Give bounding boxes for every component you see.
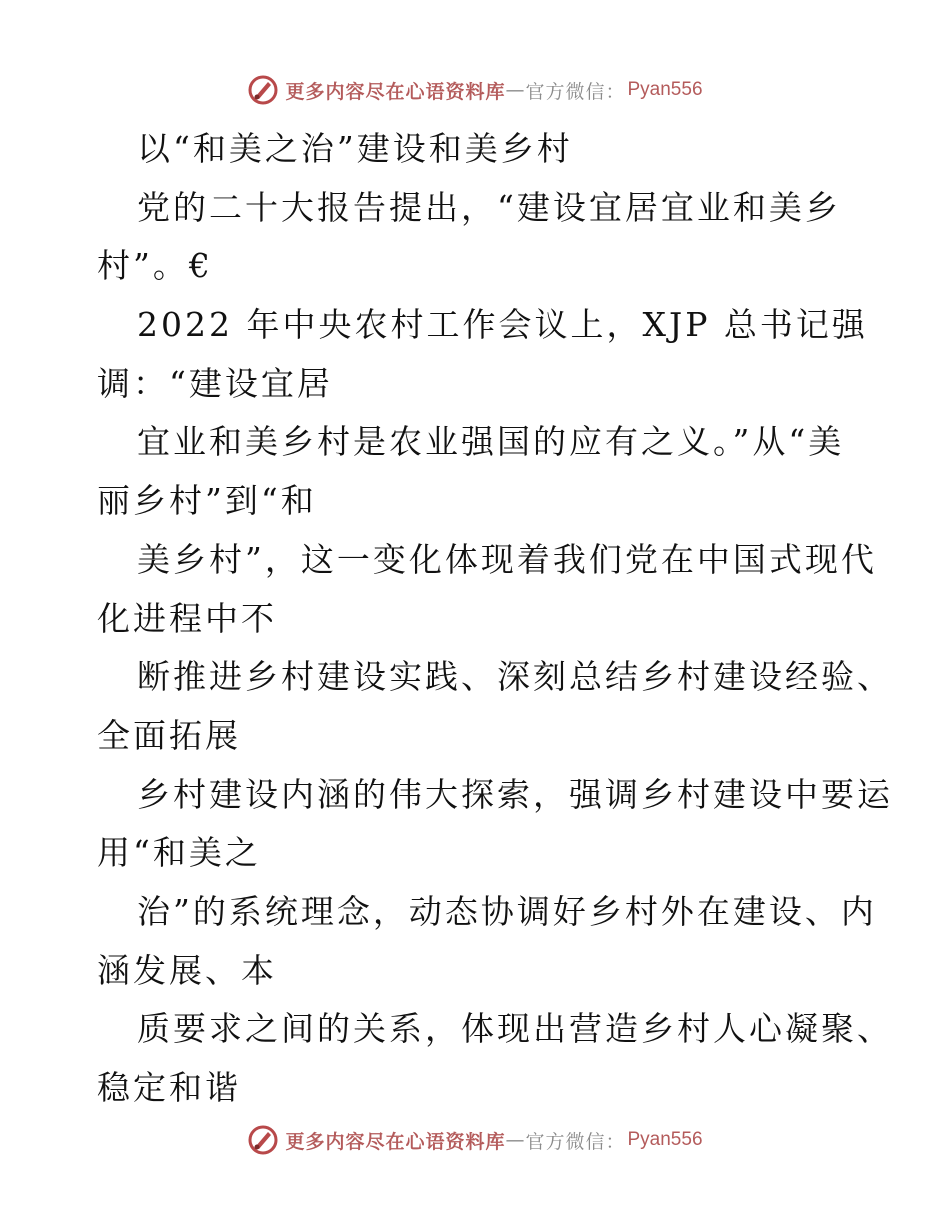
watermark-separator: — xyxy=(505,1129,526,1151)
paragraph-line: 村”。€ xyxy=(97,246,213,286)
watermark-separator: — xyxy=(505,79,526,101)
watermark-wechat-id: Pyan556 xyxy=(627,1129,703,1150)
document-title: 以“和美之治”建设和美乡村 xyxy=(137,129,573,168)
paragraph-line: 宜业和美乡村是农业强国的应有之义。”从“美 xyxy=(137,422,845,462)
watermark-brand: 更多内容尽在心语资料库 xyxy=(285,80,506,103)
watermark-brand: 更多内容尽在心语资料库 xyxy=(285,1130,506,1153)
paragraph-line: 党的二十大报告提出，“建设宜居宜业和美乡 xyxy=(137,187,841,227)
brush-seal-icon xyxy=(247,1124,279,1156)
watermark-header xyxy=(0,70,950,110)
paragraph-line: 断推进乡村建设实践、深刻总结乡村建设经验、 xyxy=(137,657,893,697)
paragraph-line: 化进程中不 xyxy=(97,598,277,638)
paragraph-line: 调：“建设宜居 xyxy=(97,363,333,403)
paragraph-line: 用“和美之 xyxy=(97,833,261,873)
paragraph-line: 全面拓展 xyxy=(97,715,241,755)
paragraph-line: 治”的系统理念，动态协调好乡村外在建设、内 xyxy=(137,891,877,931)
watermark-wechat-id: Pyan556 xyxy=(627,79,703,100)
paragraph-line: 美乡村”，这一变化体现着我们党在中国式现代 xyxy=(137,539,877,579)
document-body xyxy=(97,120,893,1118)
paragraph-line: 稳定和谐 xyxy=(97,1068,241,1107)
watermark-wechat-label: 官方微信： xyxy=(525,1130,626,1153)
paragraph-line: 2022 年中央农村工作会议上，XJP 总书记强 xyxy=(137,305,868,345)
paragraph-line: 丽乡村”到“和 xyxy=(97,481,317,521)
paragraph-line: 涵发展、本 xyxy=(97,950,277,990)
paragraph-line: 乡村建设内涵的伟大探索，强调乡村建设中要运 xyxy=(137,774,893,814)
paragraph-line: 质要求之间的关系，体现出营造乡村人心凝聚、 xyxy=(137,1009,893,1049)
watermark-wechat-label: 官方微信： xyxy=(525,80,626,103)
watermark-footer xyxy=(0,1120,950,1160)
brush-seal-icon xyxy=(247,74,279,106)
